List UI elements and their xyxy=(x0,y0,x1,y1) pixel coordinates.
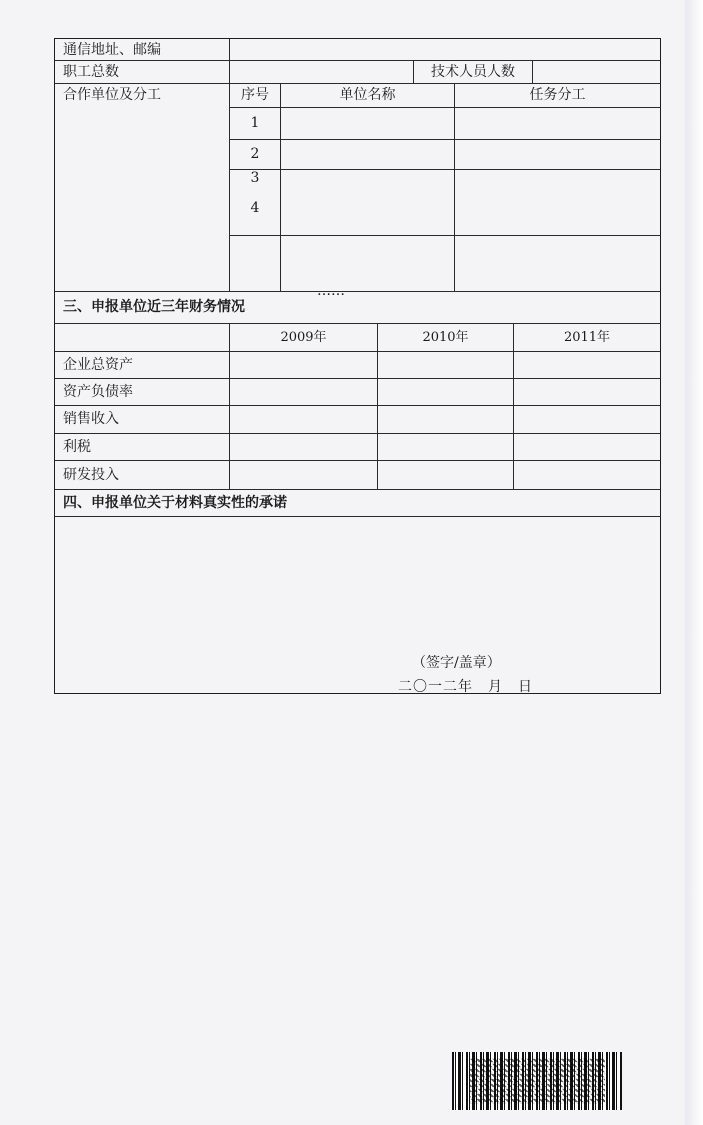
section4-title: 四、申报单位关于材料真实性的承诺 xyxy=(63,494,287,511)
finance-row-total-assets xyxy=(55,351,660,379)
tech-staff-value[interactable] xyxy=(533,60,660,83)
signature-label: （签字/盖章） xyxy=(412,655,501,671)
year-2009: 2009年 xyxy=(280,329,327,345)
partners-header-name: 单位名称 xyxy=(339,87,396,103)
finance-label-total-assets: 企业总资产 xyxy=(63,356,133,373)
finance-label-sales: 销售收入 xyxy=(63,411,119,427)
finance-label-rd: 研发投入 xyxy=(63,466,119,483)
year-2011: 2011年 xyxy=(563,329,611,345)
finance-label-debt-ratio: 资产负债率 xyxy=(63,383,133,400)
address-label: 通信地址、邮编 xyxy=(63,41,161,58)
partner-index-3: 3 xyxy=(250,170,260,186)
year-2010: 2010年 xyxy=(422,329,469,345)
tech-staff-label: 技术人员人数 xyxy=(431,63,515,80)
section4-title-row xyxy=(55,489,660,517)
partners-block: 合作单位及分工 序号 单位名称 任务分工 1 2 3 4 …… xyxy=(55,83,660,292)
partner-index-1: 1 xyxy=(250,115,260,131)
finance-row-tax xyxy=(55,433,660,461)
partners-header-task: 任务分工 xyxy=(529,87,586,103)
section3-title-row xyxy=(55,291,660,324)
staff-total-value[interactable] xyxy=(230,60,413,83)
finance-label-tax: 利税 xyxy=(63,438,91,455)
finance-row-debt-ratio xyxy=(55,378,660,406)
barcode-pattern xyxy=(470,1058,605,1104)
staff-row xyxy=(55,60,660,84)
section3-title: 三、申报单位近三年财务情况 xyxy=(63,299,245,315)
partner-index-2: 2 xyxy=(250,146,260,162)
date-label: 二〇一二年 月 日 xyxy=(398,679,533,695)
finance-header-row xyxy=(55,323,660,352)
address-value[interactable] xyxy=(230,39,660,60)
finance-row-sales xyxy=(55,405,660,434)
page-edge xyxy=(685,0,703,1125)
address-row xyxy=(55,39,660,61)
partner-index-4: 4 xyxy=(250,200,260,216)
staff-total-label: 职工总数 xyxy=(63,63,119,80)
finance-row-rd xyxy=(55,460,660,490)
partners-label: 合作单位及分工 xyxy=(63,87,161,103)
application-form-table xyxy=(54,38,661,694)
partners-header-index: 序号 xyxy=(241,87,269,103)
